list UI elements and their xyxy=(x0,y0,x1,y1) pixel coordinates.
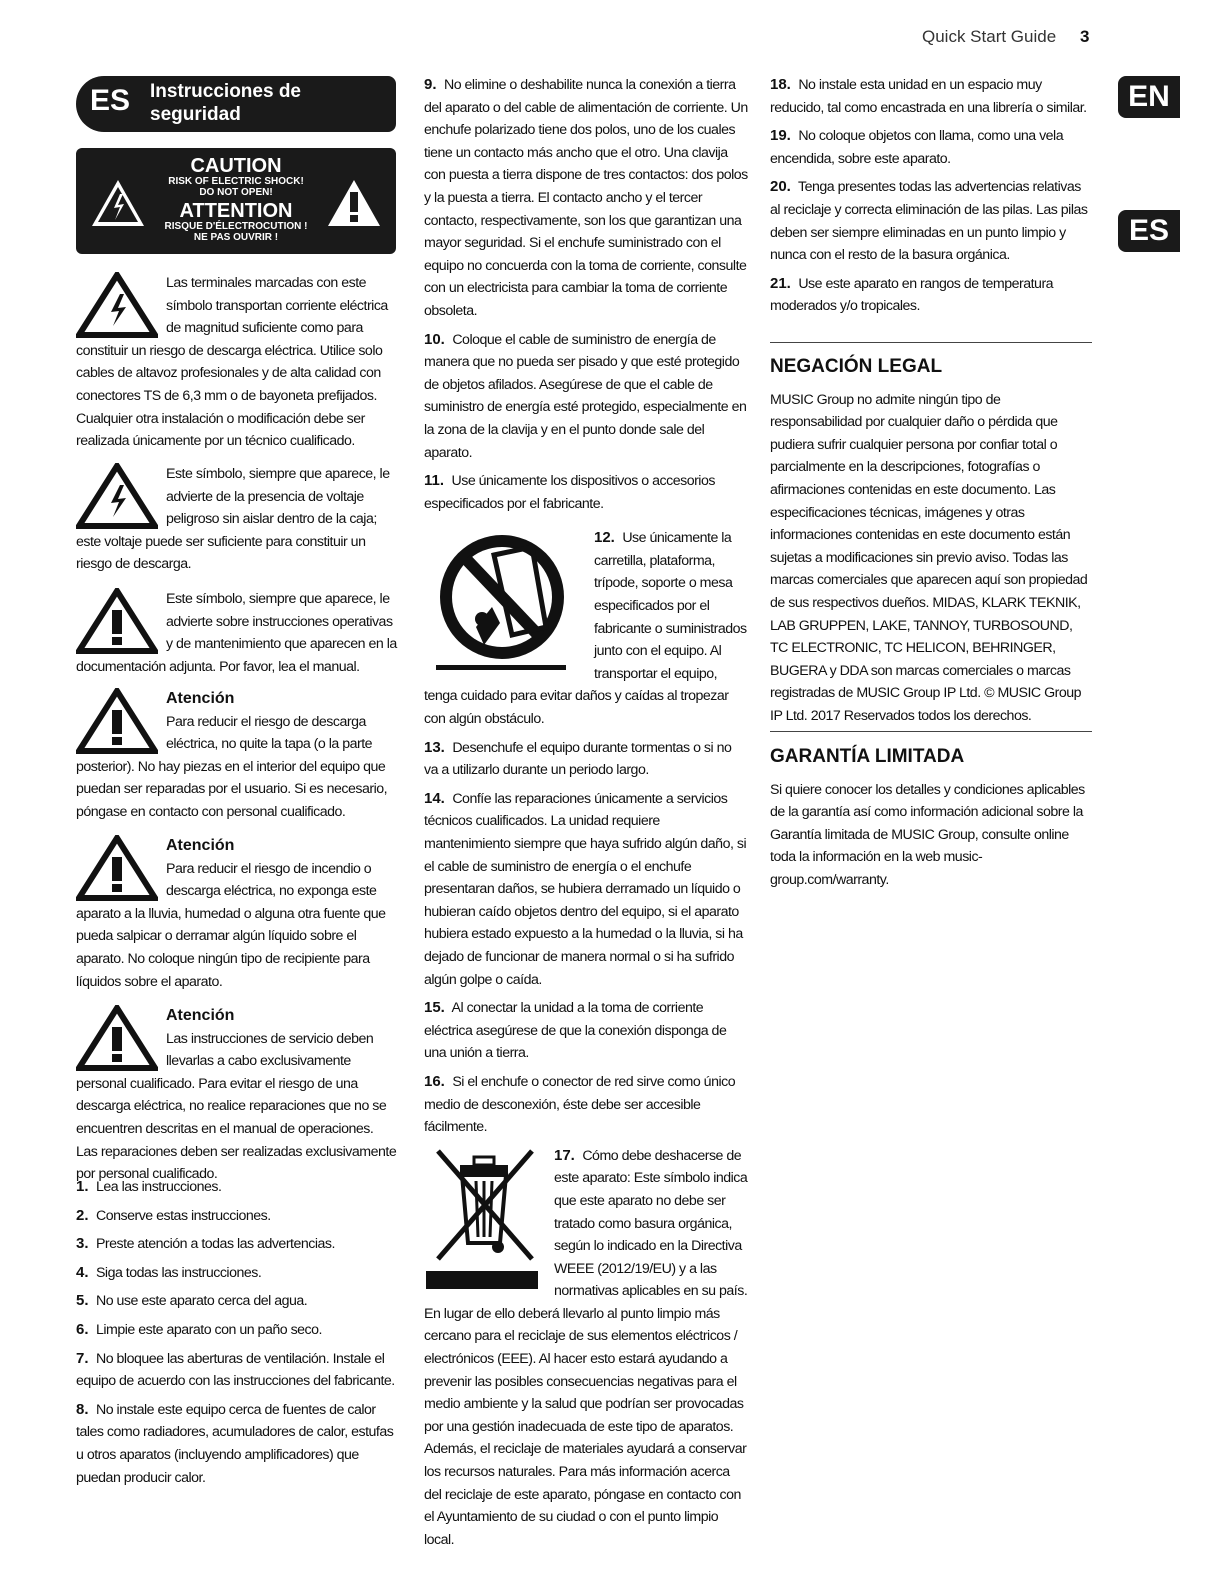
banner-title-line2: seguridad xyxy=(150,104,241,125)
list-item: 3. Preste atención a todas las advertencias. xyxy=(76,1235,335,1253)
caution-sub1: RISK OF ELECTRIC SHOCK! xyxy=(168,176,304,187)
list-item: 17. Cómo debe deshacerse de este aparato: Este símbolo indica que este aparato no debe ser tratado como basura orgánica, según lo indicado en la Directiva WEEE (2012/19/EU) y a las normativas aplicables en su país. En lugar de ello deberá llevarlo al punto limpio más cercano para el reciclaje de sus elementos eléctricos / electrónicos (EEE). Al hacer esto estará ayudando a prevenir las posibles consecuencias negativas para el medio ambiente y la salud que podrían ser provocadas por una gestión inadecuada de este tipo de aparatos. Además, el reciclaje de materiales ayudará a conservar los recursos naturales. Para más información acerca del reciclaje de este aparato, póngase en contacto con el Ayuntamiento de su ciudad o con el punto limpio local. xyxy=(424,1146,748,1548)
list-item: 20. Tenga presentes todas las advertencias relativas al reciclaje y correcta eliminación de las pilas. Las pilas deben ser siempre eliminadas en un punto limpio y nunca con el resto de la basura orgánica. xyxy=(770,178,1088,264)
warning-block xyxy=(76,463,398,576)
page-number: 3 xyxy=(1080,27,1090,46)
list-item: 8. No instale este equipo cerca de fuentes de calor tales como radiadores, acumuladores de calor, estufas u otros aparatos (incluyendo amplificadores) que puedan producir calor. xyxy=(76,1400,394,1486)
warranty-heading: GARANTÍA LIMITADA xyxy=(770,746,965,767)
tab-es[interactable]: ES xyxy=(1118,210,1180,252)
warranty-text: Si quiere conocer los detalles y condiciones aplicables de la garantía así como información adicional sobre la Garantía limitada de MUSIC Group, consulte online toda la información en la web music-group.com/warranty. xyxy=(770,781,1085,888)
list-item: 9. No elimine o deshabilite nunca la conexión a tierra del aparato o del cable de alimentación de corriente. Un enchufe polarizado tiene dos polos, uno de los cuales tiene un contacto más ancho que el otro. Una clavija con puesta a tierra dispone de tres contactos: dos polos y la puesta a tierra. El contacto ancho y el tercer contacto, respectivamente, son los que garantizan una mayor seguridad. Si el enchufe suministrado con el equipo no concuerda con la toma de corriente, consulte con un electricista para cambiar la toma de corriente obsoleta. xyxy=(424,76,748,319)
warning-text: Para reducir el riesgo de incendio o descarga eléctrica, no exponga este aparato a la lluvia, humedad o alguna otra fuente que pueda salpicar o derramar algún líquido sobre el aparato. No coloque ningún tipo de recipiente para líquidos sobre el aparato. xyxy=(76,860,386,990)
warning-text: Las instrucciones de servicio deben llevarlas a cabo exclusivamente personal cualificado. Para evitar el riesgo de una descarga eléctrica, no realice reparaciones que no se encuentren descritas en el manual de operaciones. Las reparaciones deben ser realizadas exclusivamente por personal cualificado. xyxy=(76,1030,397,1183)
lightning-warning-icon xyxy=(90,178,146,228)
list-item: 18. No instale esta unidad en un espacio muy reducido, tal como encastrada en una librería o similar. xyxy=(770,76,1087,116)
banner-title-line1: Instrucciones de xyxy=(150,81,301,102)
warning-text: Las terminales marcadas con este símbolo transportan corriente eléctrica de magnitud suficiente como para constituir un riesgo de descarga eléctrica. Utilice solo cables de altavoz profesionales y de alta calidad con conectores TS de 6,3 mm o de bayoneta prefijados. Cualquier otra instalación o modificación debe ser realizada únicamente por un técnico cualificado. xyxy=(76,275,388,450)
warning-text: Para reducir el riesgo de descarga eléctrica, no quite la tapa (o la parte posterior). No hay piezas en el interior del equipo que puedan ser reparadas por el usuario. Si es necesario, póngase en contacto con personal cualificado. xyxy=(76,713,388,820)
list-item: 7. No bloquee las aberturas de ventilación. Instale el equipo de acuerdo con las instrucciones del fabricante. xyxy=(76,1349,395,1390)
instruction-list xyxy=(76,1176,398,1495)
warning-block xyxy=(76,1005,398,1186)
warning-heading: Atención xyxy=(166,690,235,707)
caution-box xyxy=(76,148,396,254)
cart-tip-over-icon xyxy=(424,527,584,677)
lightning-warning-icon xyxy=(76,463,158,529)
list-item: 19. No coloque objetos con llama, como una vela encendida, sobre este aparato. xyxy=(770,127,1064,167)
list-item: 6. Limpie este aparato con un paño seco. xyxy=(76,1320,322,1338)
list-item: 10. Coloque el cable de suministro de energía de manera que no pueda ser pisado y que esté protegido de objetos afilados. Asegúrese de que el cable de suministro de energía esté protegido, especialmente en la zona de la clavija y en el punto donde sale del aparato. xyxy=(424,330,747,461)
caution-sub2: DO NOT OPEN! xyxy=(199,187,273,198)
attention-heading: ATTENTION xyxy=(179,200,293,222)
list-item: 1. Lea las instrucciones. xyxy=(76,1178,222,1195)
warning-text: Este símbolo, siempre que aparece, le advierte de la presencia de voltaje peligroso sin aislar dentro de la caja; este voltaje puede ser suficiente para constituir un riesgo de descarga. xyxy=(76,466,390,573)
list-item: 15. Al conectar la unidad a la toma de corriente eléctrica asegúrese de que la conexión disponga de una unión a tierra. xyxy=(424,999,727,1062)
list-item: 5. No use este aparato cerca del agua. xyxy=(76,1292,308,1310)
section-banner xyxy=(76,76,396,132)
weee-crossed-bin-icon xyxy=(424,1145,544,1291)
attention-sub2: NE PAS OUVRIR ! xyxy=(193,232,279,243)
list-item: 4. Siga todas las instrucciones. xyxy=(76,1263,262,1281)
lightning-warning-icon xyxy=(76,272,158,338)
list-item: 16. Si el enchufe o conector de red sirve como único medio de desconexión, éste debe ser accesible fácilmente. xyxy=(424,1072,736,1136)
exclamation-warning-icon xyxy=(76,688,158,754)
list-item: 2. Conserve estas instrucciones. xyxy=(76,1206,271,1224)
section-divider xyxy=(770,731,1092,732)
warning-block xyxy=(76,688,398,824)
exclamation-warning-icon xyxy=(76,588,158,654)
section-divider xyxy=(770,342,1092,343)
banner-title xyxy=(150,80,301,126)
warning-block xyxy=(76,588,398,678)
warning-heading: Atención xyxy=(166,837,235,854)
list-item: 21. Use este aparato en rangos de temperatura moderados y/o tropicales. xyxy=(770,274,1054,315)
exclamation-warning-icon xyxy=(326,178,382,228)
warranty-section xyxy=(770,746,1092,892)
warning-block xyxy=(76,835,398,993)
right-column xyxy=(770,74,1092,324)
list-item: 14. Confíe las reparaciones únicamente a servicios técnicos cualificados. La unidad requiere mantenimiento siempre que haya sufrido algún daño, si el cable de suministro de energía o el enchufe presentaran daños, se hubiera derramado un líquido o hubieran caído objetos dentro del equipo, si el aparato hubiera estado expuesto a la humedad o la lluvia, si ha dejado de funcionar de manera normal o si ha sufrido algún golpe o caída. xyxy=(424,789,747,988)
middle-column xyxy=(424,74,748,1551)
banner-language-code: ES xyxy=(90,84,131,117)
running-header-title: Quick Start Guide xyxy=(922,27,1057,46)
attention-sub1: RISQUE D'ÉLECTROCUTION ! xyxy=(164,221,308,232)
tab-en[interactable]: EN xyxy=(1118,76,1180,118)
legal-heading: NEGACIÓN LEGAL xyxy=(770,356,943,377)
list-item: 11. Use únicamente los dispositivos o accesorios especificados por el fabricante. xyxy=(424,472,715,512)
warning-block xyxy=(76,272,398,453)
list-item: 12. Use únicamente la carretilla, plataforma, trípode, soporte o mesa especificados por el fabricante o suministrados junto con el equipo. Al transportar el equipo, tenga cuidado para evitar daños y caídas al tropezar con algún obstáculo. xyxy=(424,529,747,728)
warning-heading: Atención xyxy=(166,1007,235,1024)
caution-heading: CAUTION xyxy=(190,155,282,177)
legal-section xyxy=(770,356,1092,728)
list-item: 13. Desenchufe el equipo durante tormentas o si no va a utilizarlo durante un periodo largo. xyxy=(424,738,732,779)
warning-text: Este símbolo, siempre que aparece, le advierte sobre instrucciones operativas y de mantenimiento que aparecen en la documentación adjunta. Por favor, lea el manual. xyxy=(76,591,397,675)
exclamation-warning-icon xyxy=(76,1005,158,1071)
exclamation-warning-icon xyxy=(76,835,158,901)
legal-text: MUSIC Group no admite ningún tipo de responsabilidad por cualquier daño o pérdida que pudiera sufrir cualquier persona por confiar total o parcialmente en la descripciones, fotografías o afirmaciones contenidas en este documento. Las especificaciones técnicas, imágenes y otras informaciones contenidas en este documento están sujetas a modificaciones sin previo aviso. Todas las marcas comerciales que aparecen aquí son propiedad de sus respectivos dueños. MIDAS, KLARK TEKNIK, LAB GRUPPEN, LAKE, TANNOY, TURBOSOUND, TC ELECTRONIC, TC HELICON, BEHRINGER, BUGERA y DDA son marcas comerciales o marcas registradas de MUSIC Group IP Ltd. © MUSIC Group IP Ltd. 2017 Reservados todos los derechos. xyxy=(770,391,1088,724)
